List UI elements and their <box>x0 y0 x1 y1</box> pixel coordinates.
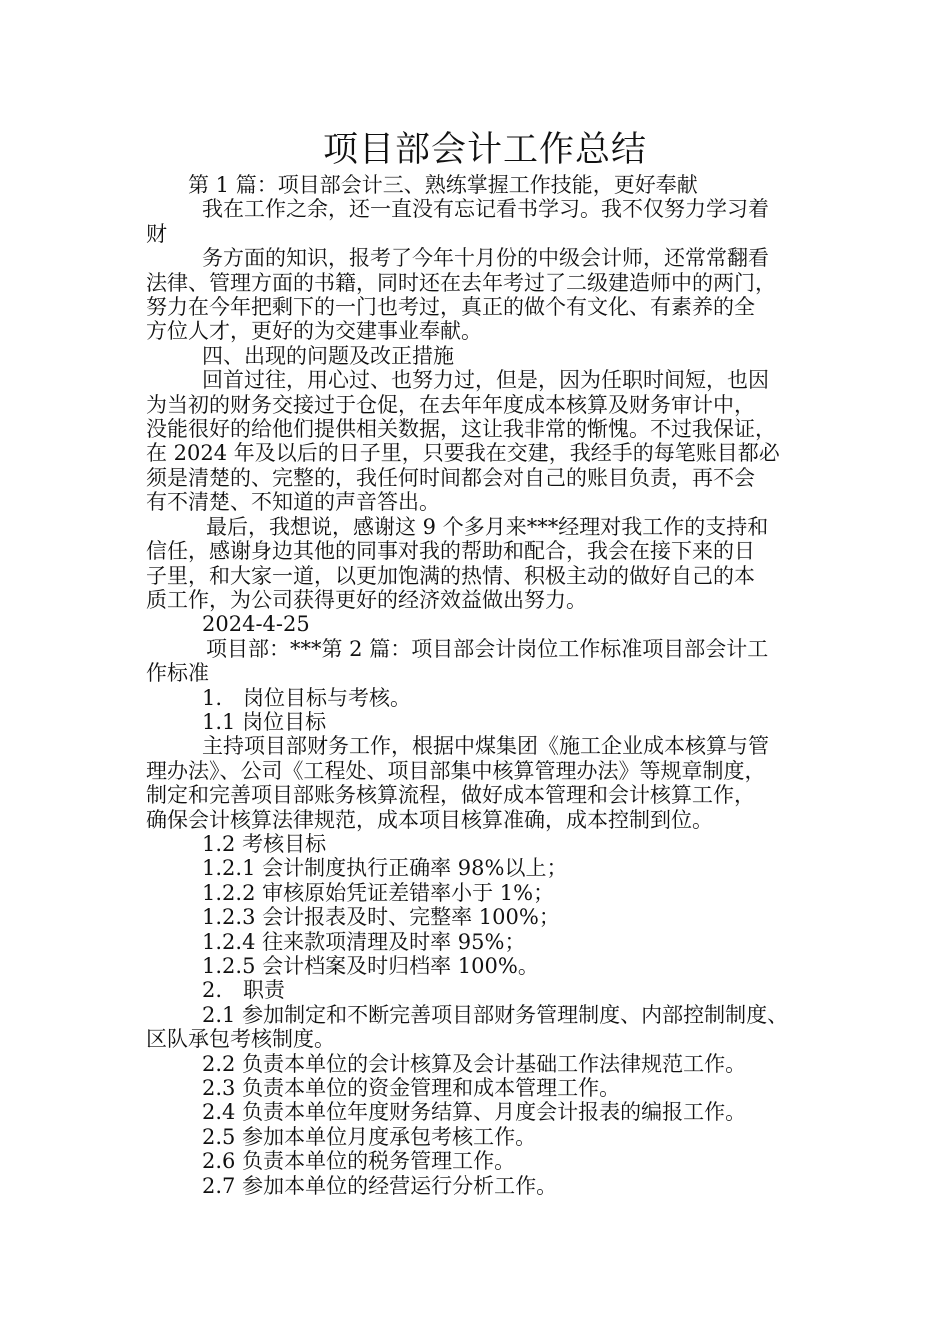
text-line: 2.5 参加本单位月度承包考核工作。 <box>202 1124 537 1149</box>
text-line: 区队承包考核制度。 <box>146 1027 335 1052</box>
document-page <box>146 128 824 1198</box>
text-line: 1.1 岗位目标 <box>202 709 327 734</box>
text-line: 主持项目部财务工作，根据中煤集团《施工企业成本核算与管 <box>202 734 769 759</box>
text-line: 2.3 负责本单位的资金管理和成本管理工作。 <box>202 1076 621 1101</box>
text-line: 回首过往，用心过、也努力过，但是，因为任职时间短，也因 <box>202 368 769 393</box>
text-line: 须是清楚的、完整的，我任何时间都会对自己的账目负责，再不会 <box>146 465 755 490</box>
document-title: 项目部会计工作总结 <box>322 130 647 170</box>
text-line: 子里，和大家一道，以更加饱满的热情、积极主动的做好自己的本 <box>146 563 755 588</box>
text-line: 为当初的财务交接过于仓促，在去年年度成本核算及财务审计中， <box>146 392 755 417</box>
text-line: 我在工作之余，还一直没有忘记看书学习。我不仅努力学习着 <box>202 197 769 222</box>
text-line: 1.2.3 会计报表及时、完整率 100%； <box>202 905 560 930</box>
text-line: 四、出现的问题及改正措施 <box>202 343 454 368</box>
text-line: 最后，我想说，感谢这 9 个多月来***经理对我工作的支持和 <box>206 514 769 539</box>
text-line: 没能很好的给他们提供相关数据，这让我非常的惭愧。不过我保证， <box>146 417 776 442</box>
text-line: 2024-4-25 <box>202 612 310 637</box>
text-line: 1. 岗位目标与考核。 <box>202 685 412 710</box>
text-line: 2.2 负责本单位的会计核算及会计基础工作法律规范工作。 <box>202 1051 747 1076</box>
text-line: 1.2.5 会计档案及时归档率 100%。 <box>202 954 539 978</box>
document-body <box>146 173 824 1198</box>
text-line: 2.7 参加本单位的经营运行分析工作。 <box>202 1173 558 1198</box>
text-line: 确保会计核算法律规范，成本项目核算准确，成本控制到位。 <box>146 807 713 832</box>
text-line: 法律、管理方面的书籍，同时还在去年考过了二级建造师中的两门， <box>146 270 776 295</box>
text-line: 信任，感谢身边其他的同事对我的帮助和配合，我会在接下来的日 <box>146 539 755 564</box>
text-line: 1.2.4 往来款项清理及时率 95%； <box>202 929 526 954</box>
text-line: 质工作，为公司获得更好的经济效益做出努力。 <box>146 587 587 612</box>
text-line: 努力在今年把剩下的一门也考过，真正的做个有文化、有素养的全 <box>146 295 755 320</box>
text-line: 第 1 篇：项目部会计三、熟练掌握工作技能，更好奉献 <box>188 173 698 197</box>
text-line: 2.1 参加制定和不断完善项目部财务管理制度、内部控制制度、 <box>202 1002 789 1027</box>
text-line: 1.2.1 会计制度执行正确率 98%以上； <box>202 856 568 881</box>
text-line: 有不清楚、不知道的声音答出。 <box>146 490 440 515</box>
text-line: 方位人才，更好的为交建事业奉献。 <box>146 319 482 344</box>
text-line: 作标准 <box>146 661 209 686</box>
text-line: 2.6 负责本单位的税务管理工作。 <box>202 1149 516 1174</box>
text-line: 2. 职责 <box>202 978 286 1003</box>
text-line: 务方面的知识，报考了今年十月份的中级会计师，还常常翻看 <box>202 246 769 271</box>
text-line: 1.2.2 审核原始凭证差错率小于 1%； <box>202 880 555 905</box>
text-line: 财 <box>146 221 167 246</box>
text-line: 项目部：***第 2 篇：项目部会计岗位工作标准项目部会计工 <box>206 636 769 661</box>
text-line: 在 2024 年及以后的日子里，只要我在交建，我经手的每笔账目都必 <box>146 441 780 466</box>
text-line: 1.2 考核目标 <box>202 831 327 856</box>
text-line: 理办法》、公司《工程处、项目部集中核算管理办法》等规章制度， <box>146 758 766 783</box>
text-line: 制定和完善项目部账务核算流程，做好成本管理和会计核算工作， <box>146 783 755 808</box>
text-line: 2.4 负责本单位年度财务结算、月度会计报表的编报工作。 <box>202 1100 747 1125</box>
